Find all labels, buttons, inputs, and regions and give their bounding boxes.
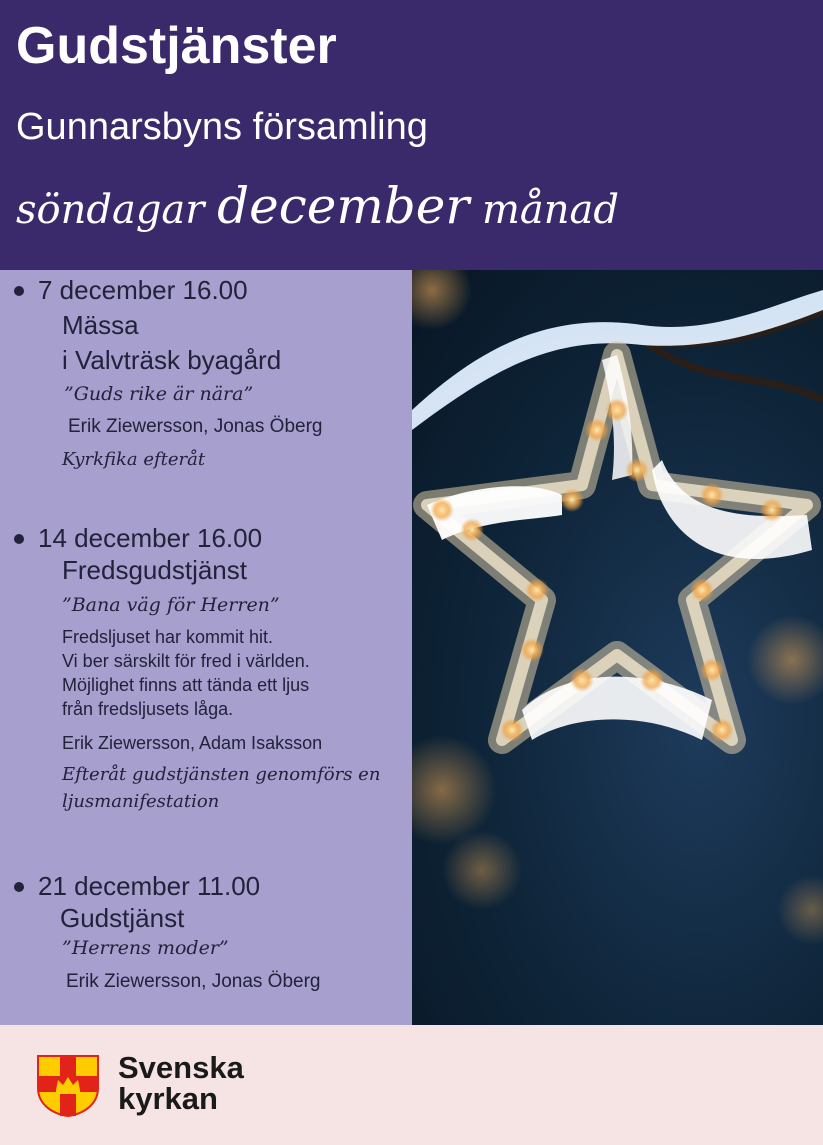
event-title: Mässa [62,310,139,340]
event-title: Fredsgudstjänst [62,555,247,585]
parish-name: Gunnarsbyns församling [16,106,428,148]
month-suffix: månad [481,187,619,233]
event-theme: ”Herrens moder” [62,937,229,959]
logo-line-2: kyrkan [118,1081,218,1116]
event-date: 21 december 11.00 [38,871,261,901]
event-officiants: Erik Ziewersson, Adam Isaksson [62,733,323,753]
svenska-kyrkan-logo-icon [36,1054,100,1118]
event-list [0,270,412,1025]
bullet-icon [14,286,24,296]
header-banner [0,0,823,270]
event-note: Kyrkfika efteråt [62,449,206,470]
event-officiants: Erik Ziewersson, Jonas Öberg [66,971,321,992]
event-theme: ”Bana väg för Herren” [62,594,280,616]
event-description-line: Möjlighet finns att tända ett ljus [62,675,310,695]
event-note: Efteråt gudstjänsten genomförs en [62,764,381,785]
month-word: december [217,177,470,235]
sundays-word: söndagar [16,187,205,233]
event-date: 14 december 16.00 [38,523,263,553]
logo-wordmark [118,1052,244,1114]
event-description-line: från fredsljusets låga. [62,699,234,719]
schedule-subtitle [16,176,619,240]
star-lights-illustration [412,270,823,1025]
event-officiants: Erik Ziewersson, Jonas Öberg [68,416,323,437]
bullet-icon [14,534,24,544]
event-location: i Valvträsk byagård [62,345,282,375]
event-description-line: Fredsljuset har kommit hit. [62,627,274,647]
event-theme: ”Guds rike är nära” [64,383,254,405]
logo-line-1: Svenska [118,1050,244,1085]
event-description-line: Vi ber särskilt för fred i världen. [62,651,310,671]
page-title: Gudstjänster [16,17,337,75]
event-note: ljusmanifestation [62,791,220,812]
star-lights-photo [412,270,823,1025]
bullet-icon [14,882,24,892]
event-title: Gudstjänst [60,903,185,933]
event-date: 7 december 16.00 [38,275,248,305]
